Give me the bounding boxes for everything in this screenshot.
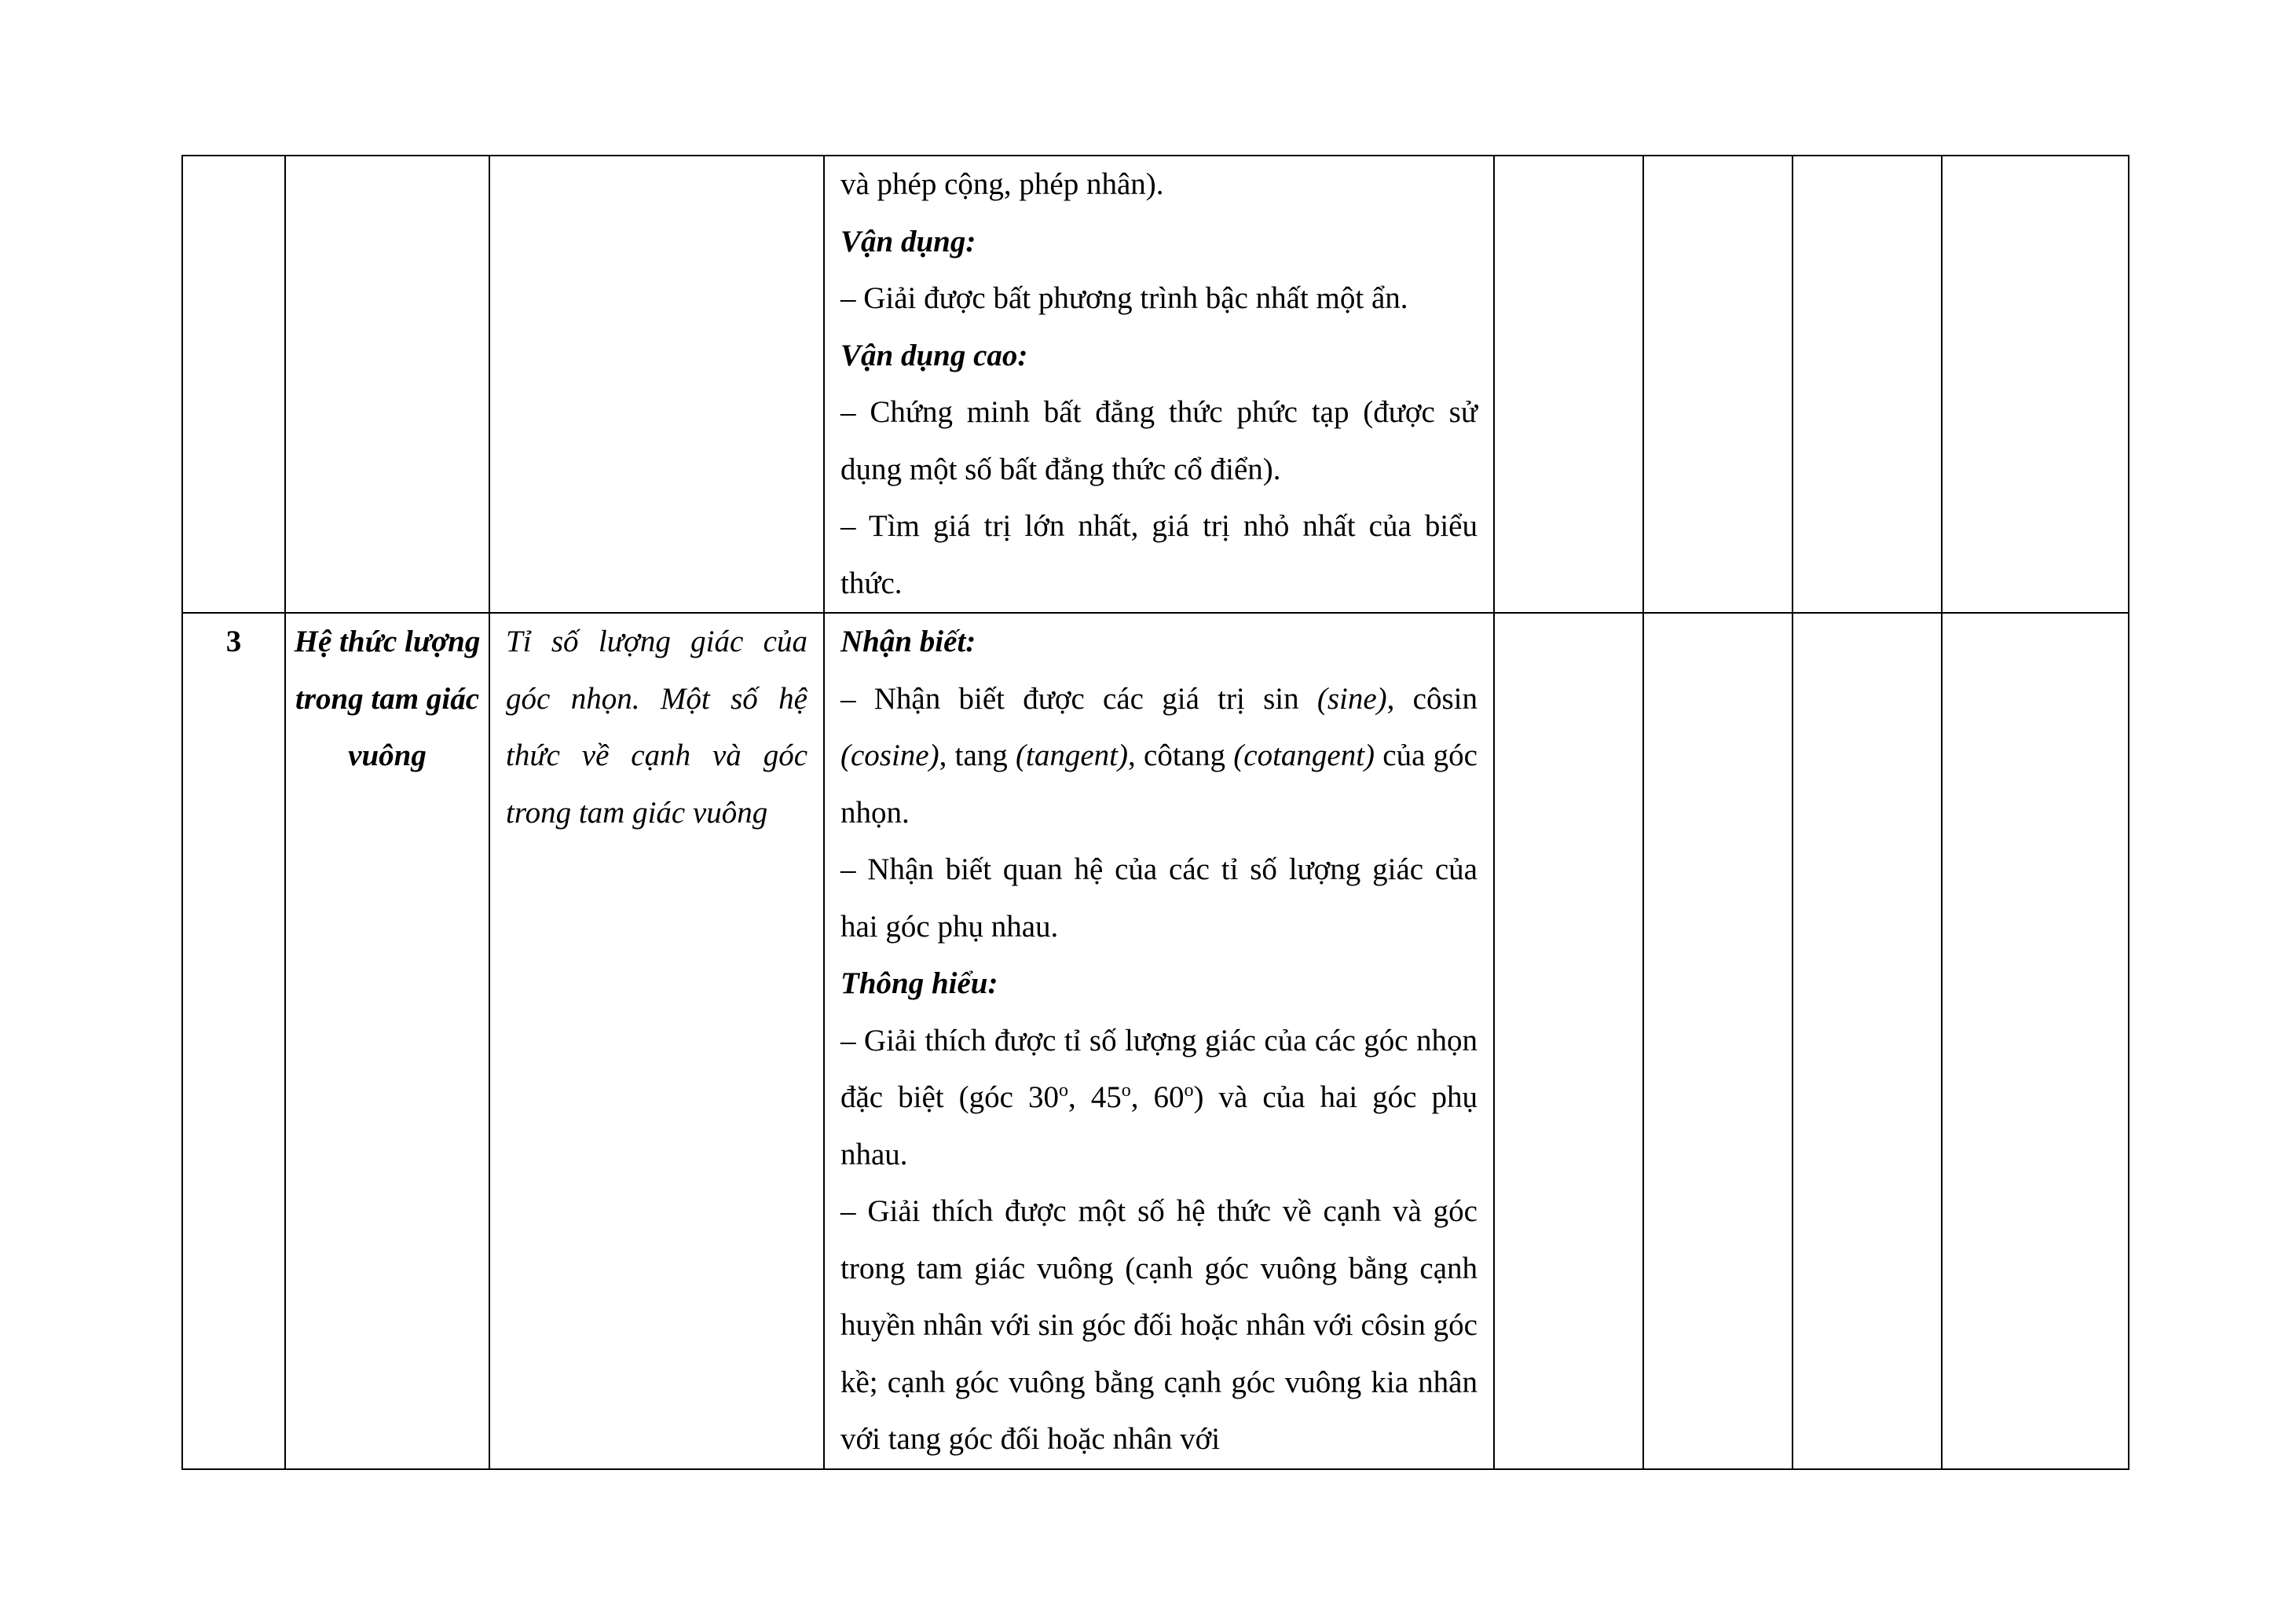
text-span: , côtang: [1128, 739, 1234, 772]
requirement-line: [840, 1013, 1478, 1184]
requirement-line: – Giải thích được một số hệ thức về cạnh và góc trong tam giác vuông (cạnh góc vuông bằng cạnh huyền nhân với sin góc đối hoặc nhân với côsin góc kề; cạnh góc vuông bằng cạnh góc vuông kia nhân với tang góc đối hoặc nhân với: [840, 1194, 1478, 1456]
level-heading-apply: Vận dụng:: [840, 224, 976, 258]
assessment-matrix-table: [181, 155, 2129, 1470]
text-span: của góc nhọn.: [840, 739, 1478, 830]
degree-mark: o: [1184, 1080, 1194, 1101]
topic-cell: [285, 156, 489, 613]
text-span: , côsin: [1386, 681, 1478, 716]
text-span: – Giải thích được tỉ số lượng giác của các góc nhọn đặc biệt (góc 30: [840, 1023, 1478, 1114]
count-cell: [1792, 156, 1942, 613]
count-cell: [1942, 613, 2129, 1469]
count-cell: [1494, 613, 1643, 1469]
count-cell: [1942, 156, 2129, 613]
unit-cell: Tỉ số lượng giác của góc nhọn. Một số hệ thức về cạnh và góc trong tam giác vuông: [489, 613, 824, 1469]
table-row-3: [182, 613, 2129, 1469]
requirements-cell: [824, 156, 1494, 613]
level-heading-recognize: Nhận biết:: [840, 625, 976, 658]
text-span: , 60: [1130, 1080, 1185, 1114]
requirements-cell: [824, 613, 1494, 1469]
level-heading-apply-high: Vận dụng cao:: [840, 338, 1028, 372]
count-cell: [1643, 613, 1792, 1469]
stt-cell: [182, 156, 285, 613]
count-cell: [1792, 613, 1942, 1469]
requirement-line: – Giải được bất phương trình bậc nhất một ẩn.: [840, 281, 1408, 315]
requirement-line: – Tìm giá trị lớn nhất, giá trị nhỏ nhất của biểu thức.: [840, 509, 1478, 600]
unit-cell: [489, 156, 824, 613]
requirement-line: [840, 671, 1478, 842]
count-cell: [1494, 156, 1643, 613]
requirement-line: – Nhận biết quan hệ của các tỉ số lượng giác của hai góc phụ nhau.: [840, 852, 1478, 944]
term-span: (sine): [1316, 681, 1387, 716]
text-span: , 45: [1067, 1080, 1122, 1114]
degree-mark: o: [1058, 1080, 1068, 1101]
term-span: (tangent): [1016, 739, 1129, 772]
degree-mark: o: [1121, 1080, 1131, 1101]
text-span: , tang: [939, 739, 1016, 772]
term-span: (cosine): [840, 739, 939, 772]
topic-cell: Hệ thức lượng trong tam giác vuông: [285, 613, 489, 1469]
stt-cell: 3: [182, 613, 285, 1469]
requirement-line: – Chứng minh bất đẳng thức phức tạp (được sử dụng một số bất đẳng thức cổ điển).: [840, 395, 1478, 486]
level-heading-understand: Thông hiểu:: [840, 966, 998, 1000]
term-span: (cotangent): [1233, 739, 1375, 772]
text-span: ) và của hai góc phụ nhau.: [840, 1080, 1478, 1171]
table-row-continued: [182, 156, 2129, 613]
requirement-line: và phép cộng, phép nhân).: [840, 167, 1164, 201]
text-span: – Nhận biết được các giá trị sin: [840, 681, 1317, 716]
count-cell: [1643, 156, 1792, 613]
